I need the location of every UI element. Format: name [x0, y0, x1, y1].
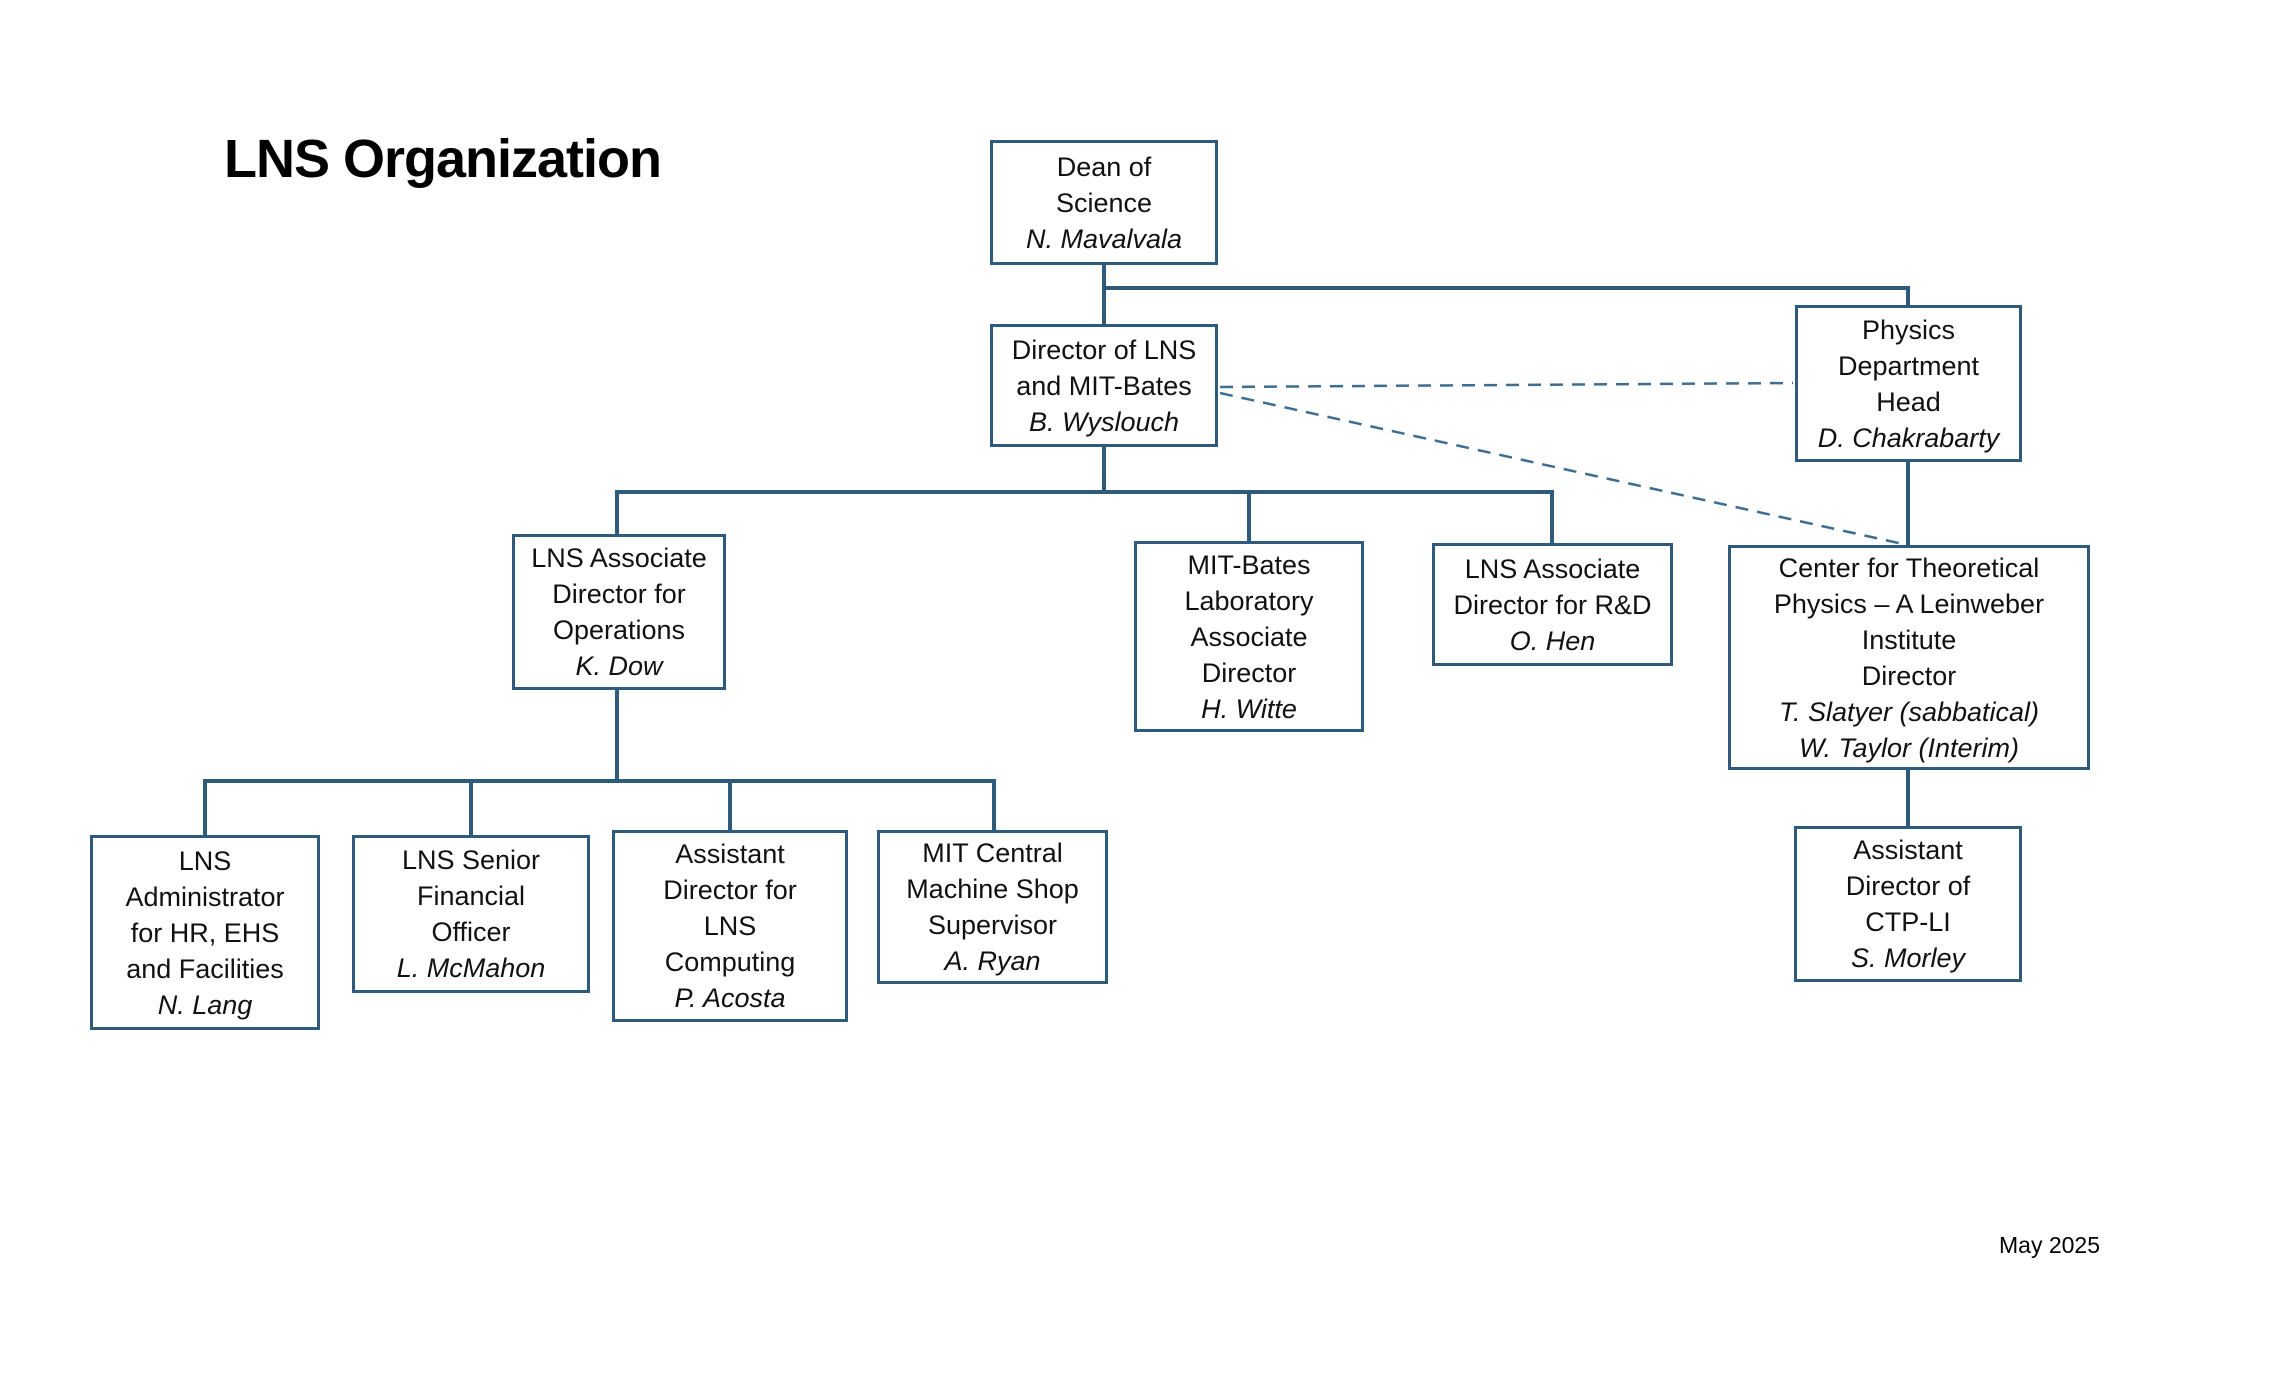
org-box-ctp-director [1728, 545, 2090, 770]
role-line: Director for [552, 579, 686, 609]
dashed-director-to-physics [1220, 383, 1793, 387]
org-box-assistant-director-ctp-li [1794, 826, 2022, 982]
role-line: Assistant [1853, 835, 1963, 865]
role-line: Officer [431, 917, 511, 947]
org-box-senior-financial-officer [352, 835, 590, 993]
role-line: Dean of [1056, 151, 1152, 182]
date-label: May 2025 [1999, 1232, 2101, 1258]
role-line: Director of [1845, 871, 1971, 901]
role-line: and MIT-Bates [1016, 370, 1192, 401]
org-box-assoc-director-rnd [1432, 543, 1673, 666]
role-line: Associate [1190, 621, 1308, 652]
role-line: MIT-Bates [1187, 549, 1311, 580]
role-line: for HR, EHS [130, 917, 280, 948]
role-line: Physics [1861, 314, 1956, 345]
person-name: O. Hen [1509, 625, 1596, 656]
role-line: CTP-LI [1865, 907, 1951, 937]
org-box-assoc-director-operations [512, 534, 726, 690]
role-line: Director for [663, 875, 797, 905]
person-name: S. Morley [1850, 943, 1966, 973]
role-line: Laboratory [1184, 585, 1314, 616]
person-name: T. Slatyer (sabbatical) [1778, 696, 2040, 727]
role-line: Administrator [125, 881, 285, 912]
role-line: Operations [552, 615, 686, 645]
person-name: N. Mavalvala [1025, 223, 1183, 254]
role-line: Director of LNS [1011, 334, 1197, 365]
org-box-bates-assoc-director [1134, 541, 1364, 732]
person-name: K. Dow [575, 651, 663, 681]
org-box-dean-of-science [990, 140, 1218, 265]
person-name: H. Witte [1201, 693, 1297, 724]
role-line: Supervisor [927, 910, 1058, 940]
person-name: N. Lang [157, 989, 253, 1020]
role-line: Head [1876, 386, 1941, 417]
role-line: LNS [178, 845, 232, 876]
role-line: LNS Senior [401, 845, 541, 875]
person-name: B. Wyslouch [1028, 406, 1180, 437]
role-line: LNS Associate [1464, 553, 1641, 584]
person-name: A. Ryan [944, 946, 1041, 976]
person-name: L. McMahon [396, 953, 546, 983]
role-line: Director for R&D [1453, 589, 1652, 620]
role-line: LNS [703, 911, 757, 941]
role-line: Director [1861, 660, 1957, 691]
org-box-physics-dept-head [1795, 305, 2022, 462]
org-box-hr-administrator [90, 835, 320, 1030]
role-line: LNS Associate [531, 543, 707, 573]
person-name: W. Taylor (Interim) [1798, 732, 2020, 763]
role-line: Assistant [675, 839, 785, 869]
role-line: Financial [416, 881, 526, 911]
role-line: Institute [1861, 624, 1957, 655]
person-name: P. Acosta [674, 983, 786, 1013]
role-line: Physics – A Leinweber [1773, 588, 2045, 619]
person-name: D. Chakrabarty [1817, 422, 2000, 453]
role-line: MIT Central [922, 838, 1063, 868]
org-box-machine-shop-supervisor [877, 830, 1108, 984]
org-box-director-lns [990, 324, 1218, 447]
role-line: Director [1201, 657, 1297, 688]
org-box-assistant-director-computing [612, 830, 848, 1022]
role-line: Center for Theoretical [1778, 552, 2040, 583]
role-line: Computing [664, 947, 796, 977]
role-line: and Facilities [126, 953, 284, 984]
role-line: Science [1055, 187, 1153, 218]
page-title: LNS Organization [224, 129, 662, 189]
role-line: Department [1837, 350, 1980, 381]
role-line: Machine Shop [906, 874, 1079, 904]
